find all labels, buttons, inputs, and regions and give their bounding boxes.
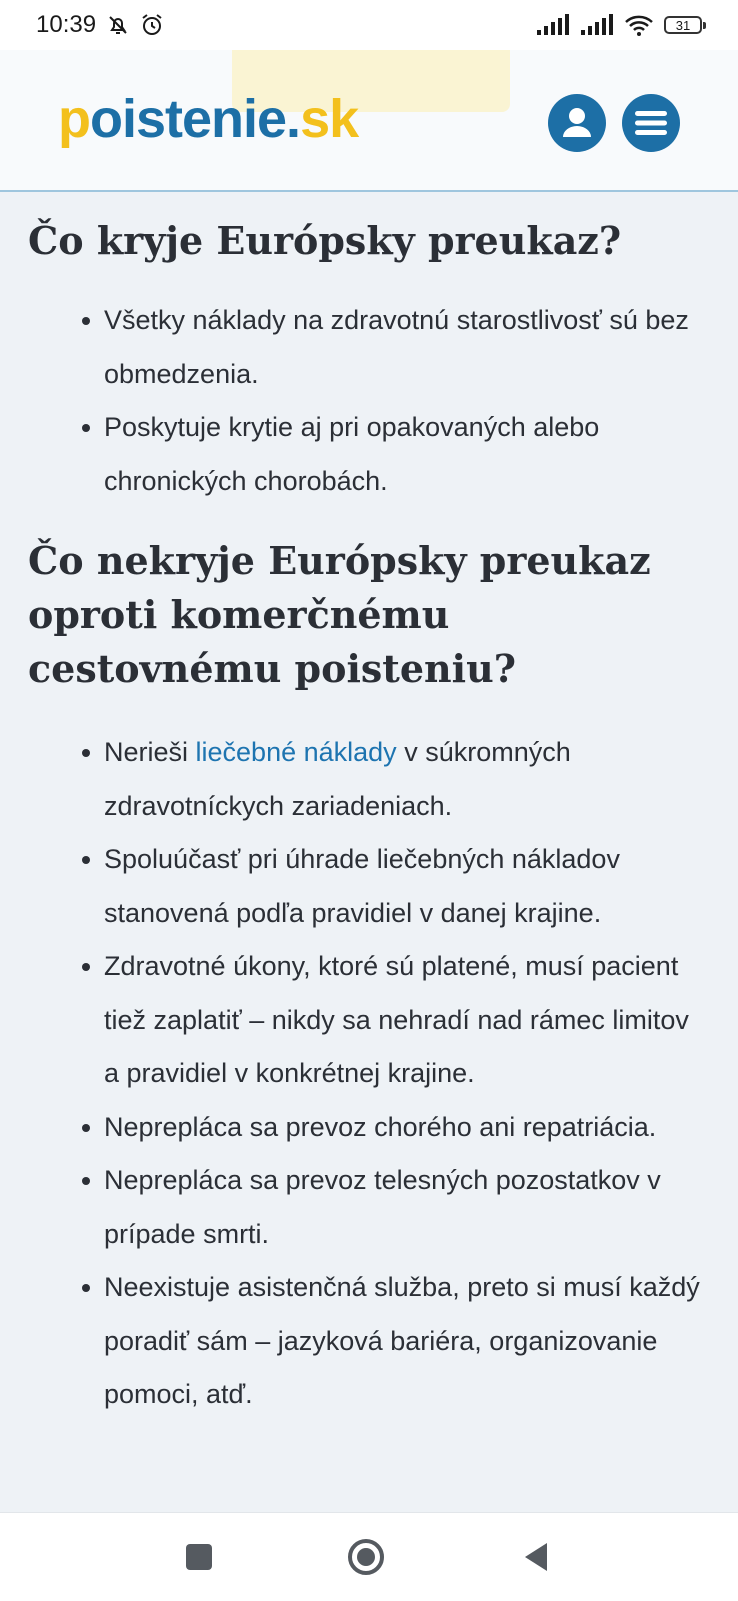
signal-icon-2 bbox=[580, 14, 614, 36]
signal-icon bbox=[536, 14, 570, 36]
logo-letter-p: p bbox=[58, 89, 90, 149]
article-content bbox=[0, 192, 738, 1422]
status-right bbox=[536, 14, 702, 36]
home-icon bbox=[346, 1537, 386, 1577]
wifi-icon bbox=[624, 14, 654, 36]
alarm-icon bbox=[140, 13, 164, 37]
list-item: Neexistuje asistenčná služba, preto si musí každý poradiť sám – jazyková bariéra, organizovanie pomoci, atď. bbox=[104, 1261, 708, 1422]
back-button[interactable] bbox=[514, 1535, 558, 1579]
site-logo[interactable] bbox=[58, 89, 359, 149]
site-header bbox=[0, 50, 738, 192]
list-item-text: Nerieši bbox=[104, 737, 196, 767]
list-item: Poskytuje krytie aj pri opakovaných alebo chronických chorobách. bbox=[104, 401, 708, 508]
status-bar bbox=[0, 0, 738, 50]
recent-apps-button[interactable] bbox=[177, 1535, 221, 1579]
logo-text-main: oistenie. bbox=[90, 89, 301, 149]
list-item: Nepreplácа sa prevoz chorého ani repatriácia. bbox=[104, 1101, 708, 1155]
not-covers-list bbox=[0, 726, 738, 1422]
section-heading-not-covers: Čo nekryje Európsky preukaz oproti komerčnému cestovnému poisteniu? bbox=[28, 538, 651, 691]
list-item: Nepreplácа sa prevoz telesných pozostatkov v prípade smrti. bbox=[104, 1154, 708, 1261]
list-item: Všetky náklady na zdravotnú starostlivosť sú bez obmedzenia. bbox=[104, 294, 708, 401]
list-item bbox=[104, 726, 708, 833]
liecebne-naklady-link[interactable]: liečebné náklady bbox=[195, 737, 397, 767]
menu-button[interactable] bbox=[622, 94, 680, 152]
recent-apps-icon bbox=[184, 1542, 214, 1572]
menu-icon bbox=[633, 107, 669, 139]
user-account-button[interactable] bbox=[548, 94, 606, 152]
status-left bbox=[36, 11, 164, 39]
list-item: Zdravotné úkony, ktoré sú platené, musí pacient tiež zaplatiť – nikdy sa nehradí nad rámec limitov a pravidiel v konkrétnej krajine. bbox=[104, 940, 708, 1101]
logo-text-sk: sk bbox=[300, 89, 359, 149]
list-item: Spoluúčasť pri úhrade liečebných nákladov stanovená podľa pravidiel v danej krajine. bbox=[104, 833, 708, 940]
home-button[interactable] bbox=[344, 1535, 388, 1579]
back-icon bbox=[521, 1541, 551, 1573]
section-heading-covers: Čo kryje Európsky preukaz? bbox=[28, 218, 622, 263]
status-time: 10:39 bbox=[36, 11, 97, 38]
system-navigation-bar bbox=[0, 1512, 738, 1601]
bell-off-icon bbox=[106, 13, 130, 37]
battery-indicator: 31 bbox=[664, 16, 702, 34]
covers-list bbox=[0, 294, 738, 508]
list-item-text: v súkromných zdravotníckych zariadeniach. bbox=[104, 737, 571, 821]
user-icon bbox=[557, 103, 597, 143]
